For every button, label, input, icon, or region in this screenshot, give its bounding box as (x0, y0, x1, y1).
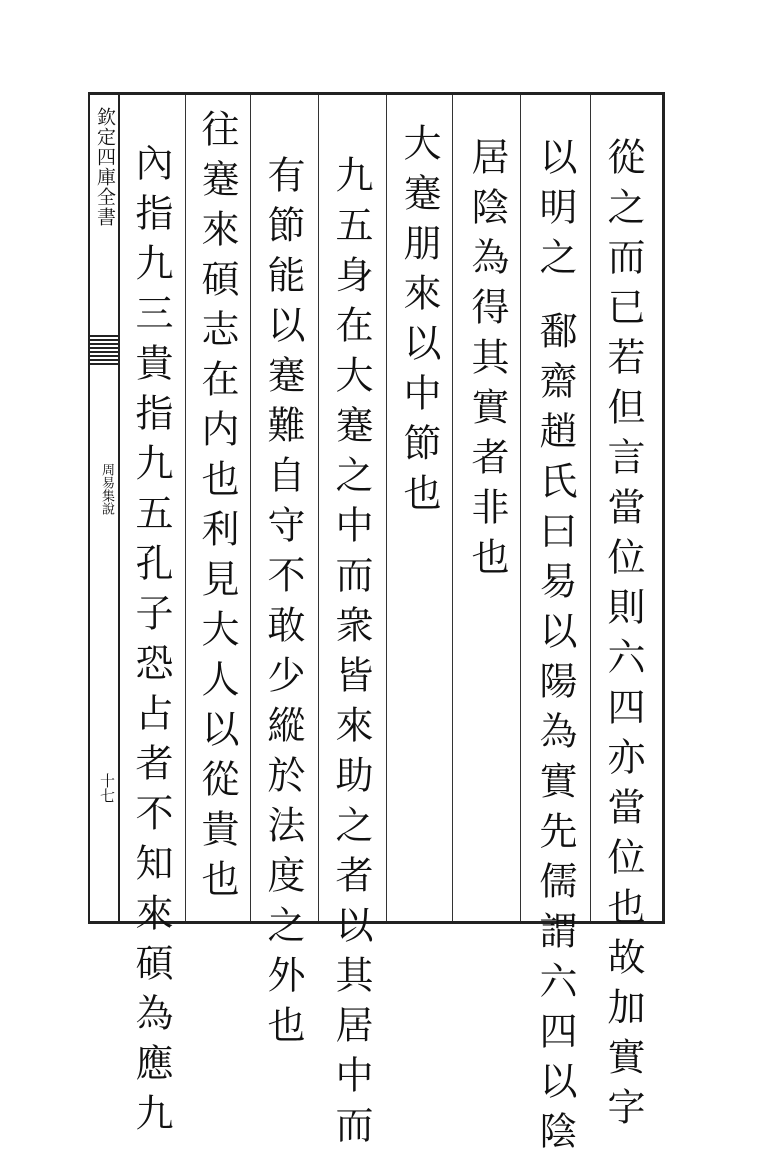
column-rule (386, 95, 387, 921)
fish-tail-mark (90, 335, 118, 365)
column-rule (185, 95, 186, 921)
text-column-5: 九五身在大蹇之中而衆皆來助之者以其居中而 (329, 155, 373, 1155)
text-column-4: 大蹇朋來以中節也 (397, 123, 441, 523)
text-column-1: 從之而已若但言當位則六四亦當位也故加實字 (601, 137, 645, 1137)
page-number: 十七 (98, 773, 116, 803)
text-column-2: 以明之 鄱齋趙氏曰易以陽為實先儒謂六四以陰 (533, 137, 577, 1161)
column-rule (520, 95, 521, 921)
column-rule (590, 95, 591, 921)
text-column-8: 內指九三貴指九五孔子恐占者不知來碩為應九 (129, 143, 173, 1143)
page-frame (88, 92, 665, 1161)
text-column-6: 有節能以蹇難自守不敢少縱於法度之外也 (261, 155, 305, 1055)
column-rule (318, 95, 319, 921)
collection-title: 欽定四庫全書 (94, 107, 116, 227)
column-rule (250, 95, 251, 921)
book-title: 周易集說 (99, 463, 114, 515)
column-rule (452, 95, 453, 921)
page-margin-strip (90, 95, 120, 921)
text-column-7: 往蹇來碩志在内也利見大人以從貴也 (195, 109, 239, 909)
text-column-3: 居陰為得其實者非也 (465, 137, 509, 587)
